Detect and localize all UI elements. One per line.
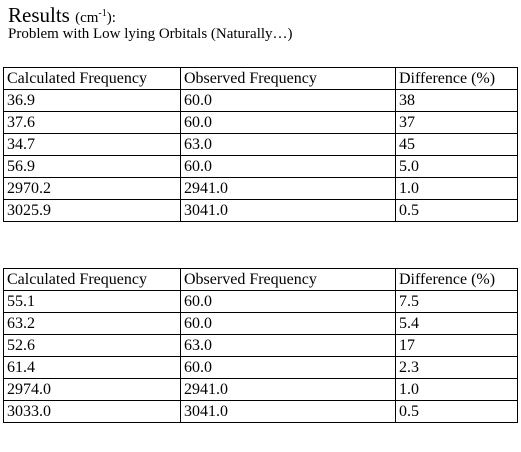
- title-unit-exponent: -1: [98, 8, 107, 19]
- cell-observed: 60.0: [181, 291, 396, 313]
- cell-calculated: 63.2: [4, 313, 181, 335]
- cell-observed: 60.0: [181, 112, 396, 134]
- cell-difference: 17: [396, 335, 518, 357]
- cell-difference: 1.0: [396, 178, 518, 200]
- header-observed-frequency: Observed Frequency: [181, 68, 396, 90]
- cell-observed: 60.0: [181, 357, 396, 379]
- cell-difference: 2.3: [396, 357, 518, 379]
- cell-difference: 45: [396, 134, 518, 156]
- cell-calculated: 55.1: [4, 291, 181, 313]
- table-row: [4, 335, 518, 357]
- table-header-row: [4, 68, 518, 90]
- table-header-row: [4, 269, 518, 291]
- table-row: [4, 134, 518, 156]
- cell-observed: 60.0: [181, 90, 396, 112]
- cell-calculated: 3033.0: [4, 401, 181, 423]
- table-row: [4, 401, 518, 423]
- cell-calculated: 3025.9: [4, 200, 181, 222]
- cell-observed: 63.0: [181, 335, 396, 357]
- cell-difference: 5.4: [396, 313, 518, 335]
- cell-difference: 38: [396, 90, 518, 112]
- cell-difference: 0.5: [396, 200, 518, 222]
- title-unit: [75, 10, 116, 26]
- cell-calculated: 61.4: [4, 357, 181, 379]
- cell-calculated: 2974.0: [4, 379, 181, 401]
- table-row: [4, 90, 518, 112]
- page-subtitle: Problem with Low lying Orbitals (Naturally…): [8, 26, 293, 42]
- cell-calculated: 37.6: [4, 112, 181, 134]
- table-row: [4, 178, 518, 200]
- cell-observed: 2941.0: [181, 379, 396, 401]
- table-row: [4, 291, 518, 313]
- cell-calculated: 52.6: [4, 335, 181, 357]
- title-unit-close: ):: [106, 10, 116, 26]
- header-calculated-frequency: Calculated Frequency: [4, 269, 181, 291]
- cell-calculated: 2970.2: [4, 178, 181, 200]
- table-row: [4, 156, 518, 178]
- cell-difference: 1.0: [396, 379, 518, 401]
- cell-difference: 5.0: [396, 156, 518, 178]
- cell-observed: 3041.0: [181, 401, 396, 423]
- table-row: [4, 112, 518, 134]
- title-text: Results: [8, 3, 70, 27]
- cell-difference: 7.5: [396, 291, 518, 313]
- cell-calculated: 34.7: [4, 134, 181, 156]
- table-row: [4, 200, 518, 222]
- cell-observed: 2941.0: [181, 178, 396, 200]
- table-row: [4, 379, 518, 401]
- header-difference-percent: Difference (%): [396, 68, 518, 90]
- frequency-table-2: [3, 268, 518, 423]
- cell-difference: 0.5: [396, 401, 518, 423]
- cell-observed: 63.0: [181, 134, 396, 156]
- header-calculated-frequency: Calculated Frequency: [4, 68, 181, 90]
- cell-observed: 60.0: [181, 156, 396, 178]
- header-difference-percent: Difference (%): [396, 269, 518, 291]
- table-row: [4, 357, 518, 379]
- frequency-table-1: [3, 67, 518, 222]
- cell-calculated: 36.9: [4, 90, 181, 112]
- cell-difference: 37: [396, 112, 518, 134]
- title-unit-open: (cm: [75, 10, 99, 26]
- cell-observed: 3041.0: [181, 200, 396, 222]
- table-row: [4, 313, 518, 335]
- cell-calculated: 56.9: [4, 156, 181, 178]
- cell-observed: 60.0: [181, 313, 396, 335]
- header-observed-frequency: Observed Frequency: [181, 269, 396, 291]
